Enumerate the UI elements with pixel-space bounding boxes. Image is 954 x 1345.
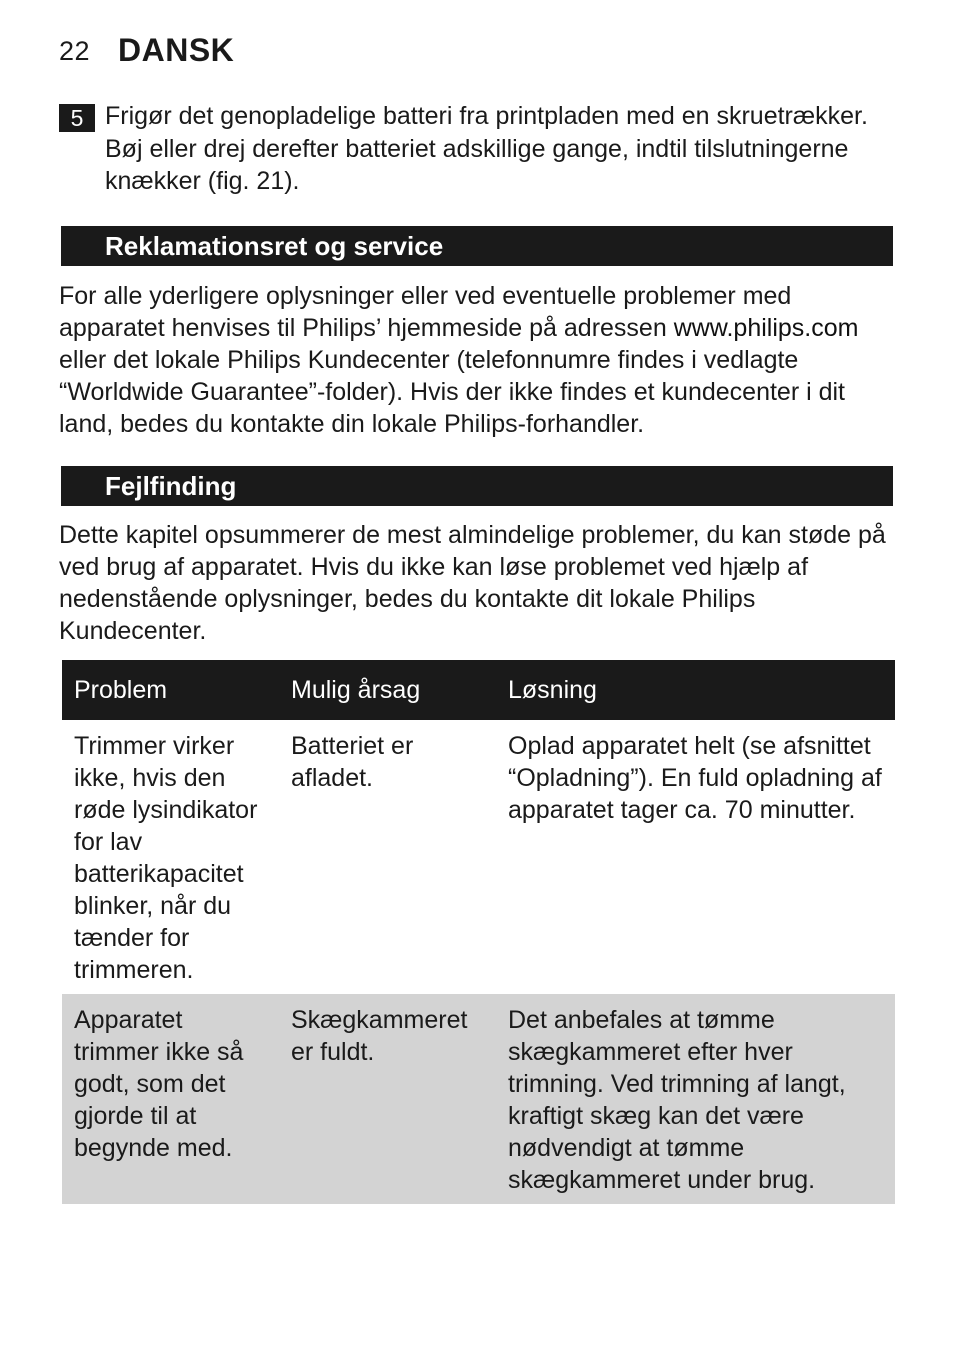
troubleshooting-intro: Dette kapitel opsummerer de mest almindelige problemer, du kan støde på ved brug af apparatet. Hvis du ikke kan løse problemet ved hjælp af nedenstående oplysninger, bedes du kontakte dit lokale Philips Kundecenter. <box>59 521 886 645</box>
section-header-service <box>61 226 893 266</box>
troubleshooting-table <box>62 660 895 1204</box>
cause-cell: Batteriet er afladet. <box>291 732 414 792</box>
column-header-solution: Løsning <box>496 660 895 720</box>
section-title-troubleshooting: Fejlfinding <box>105 471 237 501</box>
service-paragraph <box>59 280 899 440</box>
cause-cell: Skægkammeret er fuldt. <box>279 994 496 1204</box>
section-header-troubleshooting <box>61 466 893 506</box>
page-number: 22 <box>59 36 91 66</box>
service-text-after-link: eller det lokale Philips Kundecenter (telefonnumre findes i vedlagte “Worldwide Guarantee”-folder). Hvis der ikke findes et kundecenter i dit land, bedes du kontakte din lokale Philips-forhandler. <box>59 346 845 438</box>
column-header-cause: Mulig årsag <box>279 660 496 720</box>
column-header-problem: Problem <box>62 660 279 720</box>
section-title-service: Reklamationsret og service <box>105 231 444 261</box>
table-header-row <box>62 660 895 720</box>
service-text-before-link: For alle yderligere oplysninger eller ved eventuelle problemer med apparatet henvises til Philips’ hjemmeside på adressen <box>59 282 792 342</box>
philips-website-link[interactable]: www.philips.com <box>673 314 859 342</box>
solution-cell: Oplad apparatet helt (se afsnittet “Opladning”). En fuld opladning af apparatet tager ca. 70 minutter. <box>508 732 882 824</box>
problem-cell: Apparatet trimmer ikke så godt, som det gjorde til at begynde med. <box>62 994 279 1204</box>
table-row <box>62 994 895 1204</box>
table-row <box>62 720 895 994</box>
solution-cell: Det anbefales at tømme skægkammeret efter hver trimning. Ved trimning af langt, kraftigt skæg kan det være nødvendigt at tømme skægkammeret under brug. <box>496 994 895 1204</box>
step-text: Frigør det genopladelige batteri fra printpladen med en skruetrækker. Bøj eller drej derefter batteriet adskillige gange, indtil tilslutningerne knækker (fig. 21). <box>105 102 868 195</box>
problem-cell: Trimmer virker ikke, hvis den røde lysindikator for lav batterikapacitet blinker, når du tænder for trimmeren. <box>74 732 258 984</box>
step-number-badge: 5 <box>59 104 95 132</box>
page-language-heading: DANSK <box>118 32 235 68</box>
